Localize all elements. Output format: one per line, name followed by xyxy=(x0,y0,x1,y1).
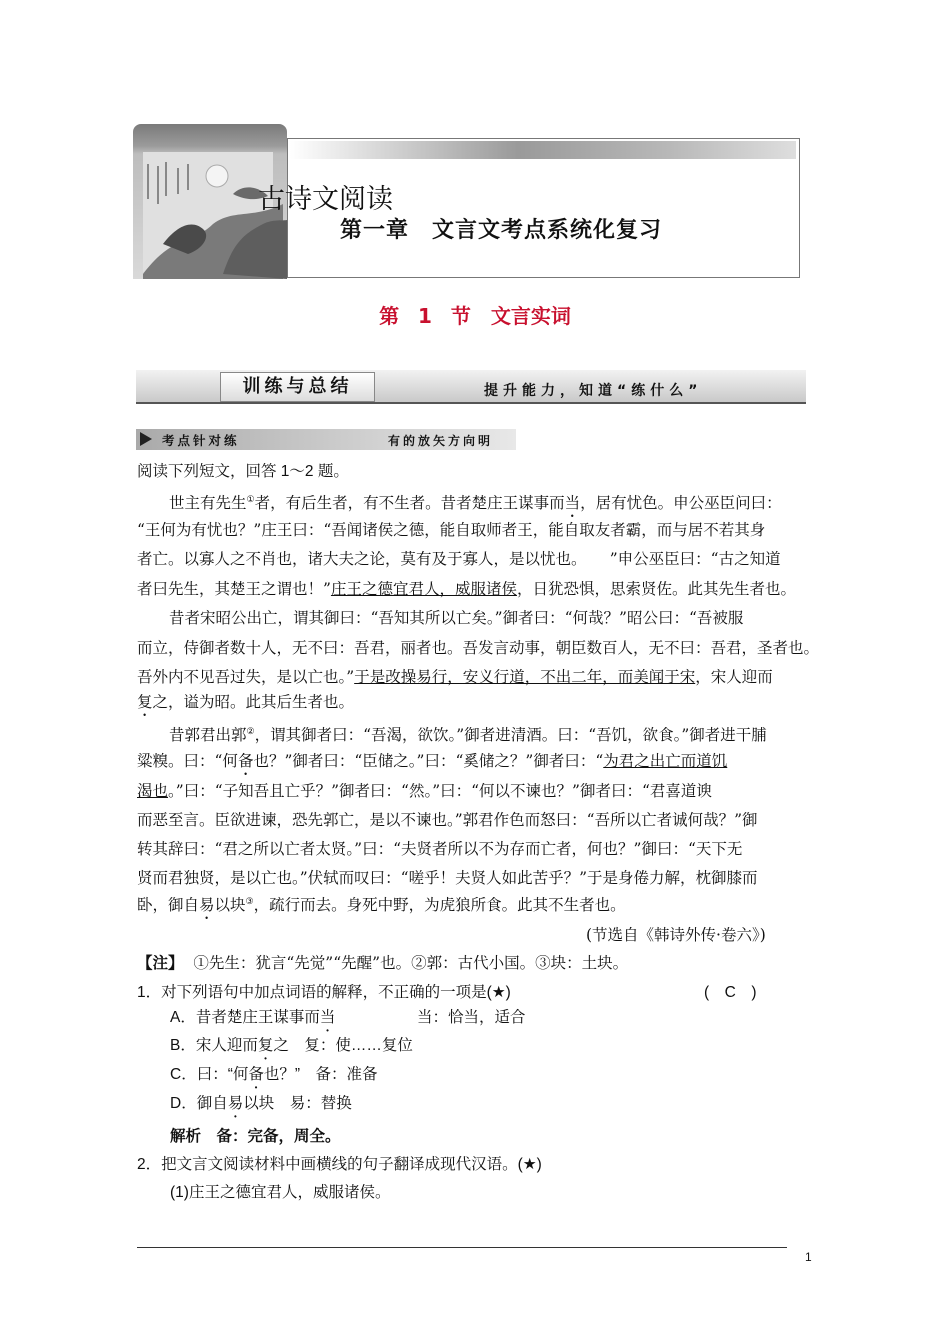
passage-line: 粱糗。曰：“何备也？”御者曰：“臣储之。”曰：“奚储之？”御者曰：“为君之出亡而道饥 xyxy=(137,752,728,770)
passage-line: 复之，谥为昭。此其后生者也。 xyxy=(137,693,355,711)
training-label: 训练与总结 xyxy=(220,372,375,402)
question-1-stem: 1．对下列语句中加点词语的解释，不正确的一项是(★) xyxy=(137,984,511,1001)
kaodian-label: 考点针对练 xyxy=(162,433,240,448)
passage-line: 者曰先生，其楚王之谓也！”庄王之德宜君人，威服诸侯，日犹恐惧，思索贤佐。此其先生者也。 xyxy=(137,580,796,598)
kaodian-slogan: 有的放矢方向明 xyxy=(388,434,494,448)
question-2-stem: 2．把文言文阅读材料中画横线的句子翻译成现代汉语。(★) xyxy=(137,1156,542,1173)
question-2-sub-1: (1)庄王之德宜君人，威服诸侯。 xyxy=(170,1184,391,1201)
training-slogan: 提升能力，知道“练什么” xyxy=(484,383,703,399)
passage-line: 而恶至言。臣欲进谏，恐先郭亡，是以不谏也。”郭君作色而怒曰：“吾所以亡者诚何哉？”御 xyxy=(137,811,758,829)
banner-gradient-strip xyxy=(290,141,796,159)
option-d: D．御自易以块 易：替换 xyxy=(170,1095,352,1112)
underlined-sentence: 渴也 xyxy=(137,782,169,800)
emphasized-word: 备 xyxy=(237,752,254,770)
passage-line: 者亡。以寡人之不肖也，诸大夫之论，莫有及于寡人，是以忧也。 ”申公巫臣曰：“古之知道 xyxy=(137,550,781,568)
footer-rule xyxy=(137,1247,787,1248)
passage-line: 渴也。”曰：“子知吾且亡乎？”御者曰：“然。”曰：“何以不谏也？”御者曰：“君喜道谀 xyxy=(137,782,712,800)
emphasized-word: 易 xyxy=(227,1095,244,1112)
emphasized-word: 易 xyxy=(199,896,215,915)
option-c: C．曰：“何备也？” 备：准备 xyxy=(170,1066,378,1083)
section-title: 第 1 节 文言实词 xyxy=(379,304,571,328)
underlined-sentence: 庄王之德宜君人，威服诸侯 xyxy=(330,580,517,598)
emphasized-word: 备 xyxy=(248,1066,264,1083)
question-1-analysis: 解析 备：完备，周全。 xyxy=(170,1128,341,1145)
passage-line: 昔者宋昭公出亡，谓其御曰：“吾知其所以亡矣。”御者曰：“何哉？”昭公曰：“吾被服 xyxy=(169,609,744,627)
passage-line: 卧，御自易以块③，疏行而去。身死中野，为虎狼所食。此其不生者也。 xyxy=(137,896,626,915)
underlined-sentence: 于是改操易行，安义行道，不出二年，而美闻于宋 xyxy=(354,668,696,686)
passage-line: 吾外内不见吾过失，是以亡也。”于是改操易行，安义行道，不出二年，而美闻于宋，宋人迎而 xyxy=(137,668,773,686)
emphasized-word: 当 xyxy=(319,1009,336,1026)
passage-instruction: 阅读下列短文，回答 1～2 题。 xyxy=(137,463,349,480)
passage-line: 世主有先生①者，有后生者，有不生者。昔者楚庄王谋事而当，居有忧色。申公巫臣问曰： xyxy=(169,494,782,513)
option-a: A．昔者楚庄王谋事而当 xyxy=(170,1009,336,1026)
option-b: B．宋人迎而复之 复：使……复位 xyxy=(170,1037,413,1054)
passage-line: 贤而君独贤，是以亡也。”伏轼而叹曰：“嗟乎！夫贤人如此苦乎？”于是身倦力解，枕御膝而 xyxy=(137,869,758,887)
underlined-sentence: 为君之出亡而道饥 xyxy=(603,752,728,770)
chapter-title: 第一章 文言文考点系统化复习 xyxy=(340,218,663,243)
passage-line: 转其辞曰：“君之所以亡者太贤。”曰：“夫贤者所以不为存而亡者，何也？”御曰：“天下无 xyxy=(137,840,743,858)
play-arrow-icon xyxy=(140,432,152,446)
note-line: 【注】 ①先生：犹言“先觉”“先醒”也。②郭：古代小国。③块：土块。 xyxy=(137,954,629,972)
passage-line: 而立，侍御者数十人，无不曰：吾君，丽者也。吾发言动事，朝臣数百人，无不曰：吾君，圣者也。 xyxy=(137,639,820,657)
emphasized-word: 复 xyxy=(257,1037,274,1054)
passage-line: “王何为有忧也？”庄王曰：“吾闻诸侯之德，能自取师者王，能自取友者霸，而与居不若其身 xyxy=(137,521,766,539)
passage-line: 昔郭君出郭②，谓其御者曰：“吾渴，欲饮。”御者进清酒。曰：“吾饥，欲食。”御者进干脯 xyxy=(169,726,767,745)
page-number: 1 xyxy=(805,1250,812,1264)
option-a-explanation: 当：恰当，适合 xyxy=(417,1009,526,1026)
emphasized-word: 复 xyxy=(137,693,153,711)
book-title: 古诗文阅读 xyxy=(258,184,393,215)
question-1-answer: ( C ) xyxy=(704,984,757,1001)
emphasized-word: 当 xyxy=(564,494,581,513)
passage-source: (节选自《韩诗外传·卷六》) xyxy=(586,926,766,944)
